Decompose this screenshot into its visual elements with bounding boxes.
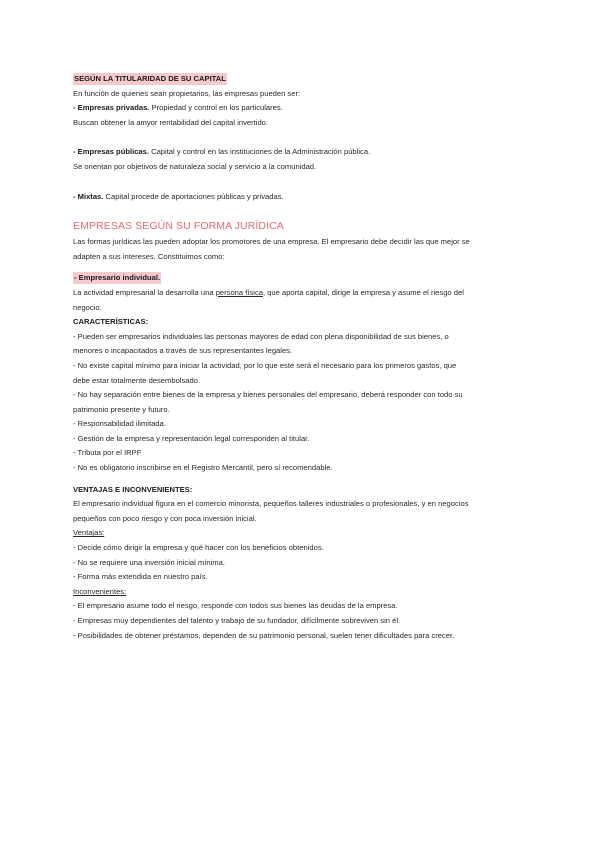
list-item: debe estar totalmente desembolsado. <box>73 375 201 385</box>
publicas-line <box>73 145 533 160</box>
individual-desc <box>73 286 533 301</box>
capital-intro: En función de quienes sean propietarios, las empresas pueden ser: <box>73 88 301 98</box>
publicas-label: - Empresas públicas. <box>73 147 149 157</box>
list-item: patrimonio presente y futuro. <box>73 404 170 414</box>
list-item: - Responsabilidad ilimitada. <box>73 419 166 429</box>
document-page <box>73 72 533 643</box>
privadas-line <box>73 101 533 116</box>
list-item: - No se requiere una inversión inicial mínima. <box>73 557 225 567</box>
caracteristicas-list <box>73 330 533 476</box>
list-item: - El empresario asume todo el riesgo, responde con todos sus bienes las deudas de la empresa. <box>73 601 398 611</box>
privadas-label: - Empresas privadas. <box>73 103 150 113</box>
inconvenientes-label: Inconvenientes: <box>73 586 127 596</box>
list-item: menores o incapacitados a través de sus representantes legales. <box>73 346 293 356</box>
list-item: - No hay separación entre bienes de la empresa y bienes personales del empresario, deberá responder con todo su <box>73 390 463 400</box>
publicas-text-2: Se orientan por objetivos de naturaleza social y servicio a la comunidad. <box>73 161 317 171</box>
caracteristicas-heading: CARACTERÍSTICAS: <box>73 317 149 327</box>
list-item: - No es obligatorio inscribirse en el Registro Mercantil, pero sí recomendable. <box>73 463 333 473</box>
list-item: - Gestión de la empresa y representación legal corresponden al titular. <box>73 433 310 443</box>
mixtas-line <box>73 190 533 205</box>
desc-part-a: La actividad empresarial la desarrolla una <box>73 287 216 297</box>
ventajas-intro-1: El empresario individual figura en el comercio minorista, pequeños talleres industriales o profesionales, y en negocios <box>73 499 469 509</box>
list-item: - Posibilidades de obtener préstamos, dependen de su patrimonio personal, suelen tener dificultades para crecer. <box>73 630 455 640</box>
mixtas-text: Capital procede de aportaciones públicas y privadas. <box>103 191 284 201</box>
juridica-intro-1: Las formas jurídicas las pueden adoptar los promotores de una empresa. El empresario debe decidir las que mejor se <box>73 237 470 247</box>
capital-heading: SEGÚN LA TITULARIDAD DE SU CAPITAL <box>74 74 226 83</box>
ventajas-intro-2: pequeños con poco riesgo y con poca inversión inicial. <box>73 513 257 523</box>
list-item: - Empresas muy dependientes del talento y trabajo de su fundador, difícilmente sobreviven sin él. <box>73 616 401 625</box>
ventajas-inconvenientes-heading: VENTAJAS E INCONVENIENTES: <box>73 484 193 494</box>
desc-part-b: , que aporta capital, dirige la empresa y asume el riesgo del <box>262 287 464 297</box>
individual-heading-line <box>73 271 533 286</box>
list-item: - Tributa por el IRPF <box>73 448 142 458</box>
juridica-heading: EMPRESAS SEGÚN SU FORMA JURÍDICA <box>73 220 284 233</box>
persona-fisica-link: persona física <box>215 287 263 297</box>
privadas-text-2: Buscan obtener la amyor rentabilidad del capital invertido. <box>73 117 269 127</box>
publicas-text: Capital y control en las instituciones de la Administración pública. <box>148 147 371 157</box>
juridica-intro-2: adapten a sus intereses. Constituimos como: <box>73 251 225 261</box>
privadas-text: Propiedad y control en los particulares. <box>149 103 283 113</box>
list-item: - No existe capital mínimo para iniciar la actividad, por lo que este será el necesario para los primeros gastos, que <box>73 360 457 370</box>
capital-heading-line <box>73 72 533 87</box>
mixtas-label: - Mixtas. <box>73 191 104 201</box>
individual-desc-end: negocio. <box>73 302 102 312</box>
ventajas-label: Ventajas: <box>73 528 105 538</box>
individual-heading: - Empresario individual. <box>74 273 161 283</box>
list-item: - Forma más extendida en nuestro país. <box>73 572 208 582</box>
list-item: - Pueden ser empresarios individuales las personas mayores de edad con plena disponibilidad de sus bienes, o <box>73 331 449 341</box>
list-item: - Decide cómo dirigir la empresa y qué hacer con los beneficios obtenidos. <box>73 543 324 553</box>
